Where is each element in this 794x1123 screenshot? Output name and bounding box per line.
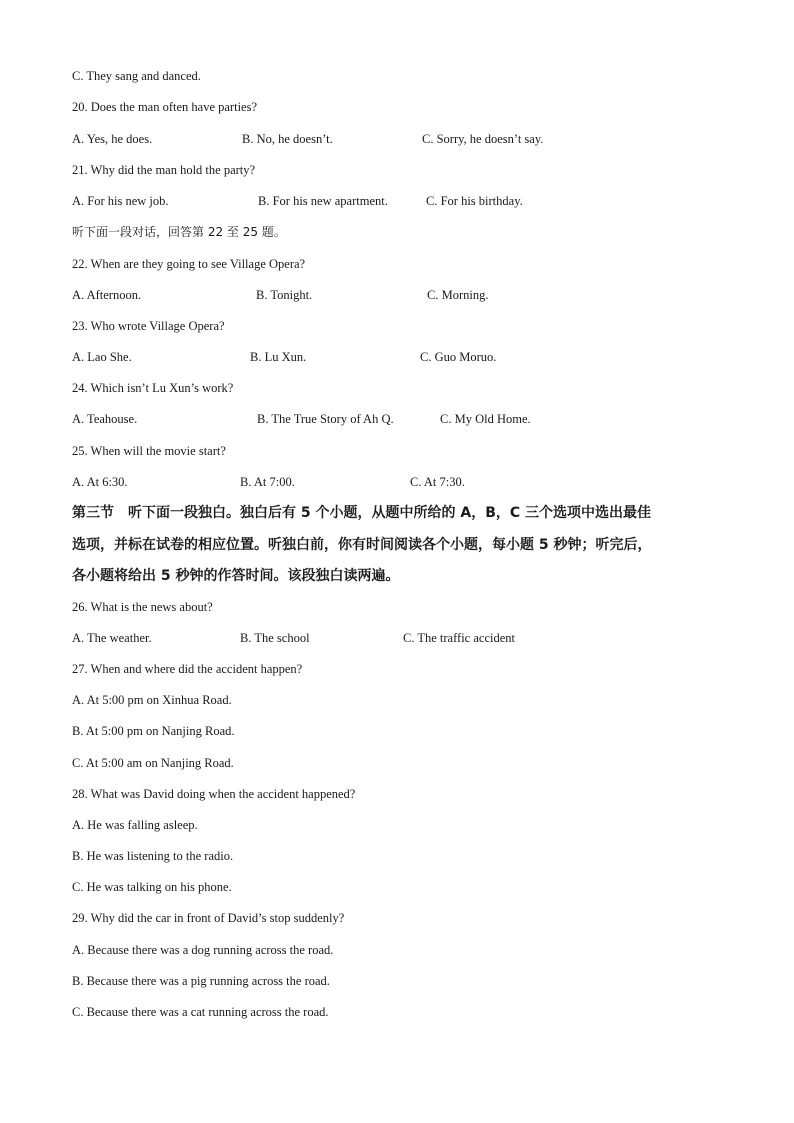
option-c: C. For his birthday. bbox=[426, 194, 523, 208]
option-b: B. No, he doesn’t. bbox=[242, 132, 333, 146]
question-28: 28. What was David doing when the accident happened? bbox=[72, 787, 356, 801]
question-29: 29. Why did the car in front of David’s stop suddenly? bbox=[72, 911, 345, 925]
option-c: C. Because there was a cat running across the road. bbox=[72, 1005, 329, 1019]
option-a: A. Yes, he does. bbox=[72, 132, 153, 146]
question-23: 23. Who wrote Village Opera? bbox=[72, 319, 225, 333]
question-20: 20. Does the man often have parties? bbox=[72, 100, 258, 114]
section-heading: 选项，并标在试卷的相应位置。听独白前，你有时间阅读各个小题，每小题 5 秒钟；听完后， bbox=[72, 537, 652, 553]
option-c: C. My Old Home. bbox=[440, 412, 531, 426]
option-a: A. He was falling asleep. bbox=[72, 818, 198, 832]
option-c: C. Guo Moruo. bbox=[420, 350, 497, 364]
option-a: A. For his new job. bbox=[72, 194, 169, 208]
option-a: A. At 5:00 pm on Xinhua Road. bbox=[72, 693, 232, 707]
option-a: A. Because there was a dog running across the road. bbox=[72, 943, 334, 957]
option-b: B. The True Story of Ah Q. bbox=[257, 412, 394, 426]
section-heading: 各小题将给出 5 秒钟的作答时间。该段独白读两遍。 bbox=[72, 568, 400, 584]
option-a: A. Afternoon. bbox=[72, 288, 142, 302]
option-c: C. At 7:30. bbox=[410, 475, 465, 489]
question-21: 21. Why did the man hold the party? bbox=[72, 163, 256, 177]
question-22: 22. When are they going to see Village Opera? bbox=[72, 257, 306, 271]
question-25: 25. When will the movie start? bbox=[72, 444, 226, 458]
option-c: C. Sorry, he doesn’t say. bbox=[422, 132, 544, 146]
question-26: 26. What is the news about? bbox=[72, 600, 213, 614]
question-27: 27. When and where did the accident happen? bbox=[72, 662, 303, 676]
option-a: A. The weather. bbox=[72, 631, 152, 645]
option-c: C. At 5:00 am on Nanjing Road. bbox=[72, 756, 234, 770]
option-b: B. Because there was a pig running across the road. bbox=[72, 974, 330, 988]
option-b: B. Tonight. bbox=[256, 288, 313, 302]
option-b: B. Lu Xun. bbox=[250, 350, 307, 364]
instruction-text: 听下面一段对话，回答第 22 至 25 题。 bbox=[72, 225, 286, 239]
option-a: A. At 6:30. bbox=[72, 475, 128, 489]
option-c: C. He was talking on his phone. bbox=[72, 880, 232, 894]
option-c: C. The traffic accident bbox=[403, 631, 515, 645]
option-b: B. At 5:00 pm on Nanjing Road. bbox=[72, 724, 235, 738]
option-b: B. He was listening to the radio. bbox=[72, 849, 234, 863]
option-c: C. Morning. bbox=[427, 288, 489, 302]
option-b: B. For his new apartment. bbox=[258, 194, 388, 208]
option-b: B. The school bbox=[240, 631, 310, 645]
question-24: 24. Which isn’t Lu Xun’s work? bbox=[72, 381, 234, 395]
section-heading: 第三节 听下面一段独白。独白后有 5 个小题，从题中所给的 A，B，C 三个选项中选出最佳 bbox=[72, 505, 652, 521]
option-a: A. Lao She. bbox=[72, 350, 132, 364]
option-text: C. They sang and danced. bbox=[72, 69, 201, 83]
option-a: A. Teahouse. bbox=[72, 412, 138, 426]
option-b: B. At 7:00. bbox=[240, 475, 295, 489]
